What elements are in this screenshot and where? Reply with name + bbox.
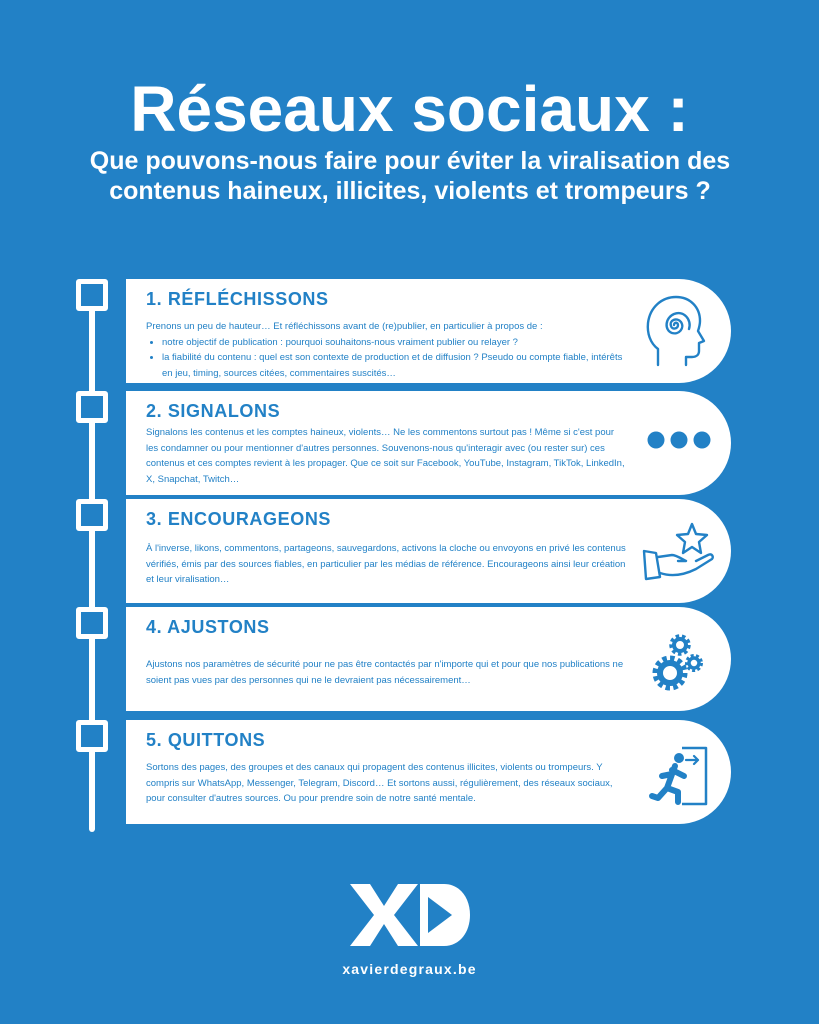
three-dots-icon xyxy=(646,429,712,451)
step-bullet-list xyxy=(146,335,626,382)
step-text xyxy=(146,319,626,381)
gears-icon xyxy=(650,631,706,693)
step-text: Signalons les contenus et les comptes haineux, violents… Ne les commentons surtout pas ! Même si c'est pour les condamner ou pour mentionner d'autres personnes. Souvenons-nous qu'interagir avec (ou rester sur) ces contenus et ces comptes revient à les propager. Que ce soit sur Facebook, YouTube, Instagram, TikTok, LinkedIn, X, Snapchat, Twitch… xyxy=(146,427,625,485)
step-text: Ajustons nos paramètres de sécurité pour ne pas être contactés par n'importe qui et pour que nos publications ne soient pas vues par des personnes qui ne le devraient pas nécessairement… xyxy=(146,659,624,686)
step-card-5 xyxy=(126,720,731,824)
page-title: Réseaux sociaux : xyxy=(130,73,689,145)
exit-door-icon xyxy=(648,746,712,806)
step-text: À l'inverse, likons, commentons, partageons, sauvegardons, activons la cloche ou envoyons en privé les contenus vérifiés, émis par des sources fiables, en particulier par les médias de référence. Encourageons ainsi leur création et leur viralisation… xyxy=(146,543,626,585)
xd-logo-icon xyxy=(348,882,472,948)
hand-star-icon xyxy=(642,521,718,585)
step-bullet: • notre objectif de publication : pourquoi souhaitons-nous vraiment publier ou relayer ? xyxy=(162,335,626,351)
step-title: 3. ENCOURAGEONS xyxy=(146,509,332,529)
step-title: 4. AJUSTONS xyxy=(146,617,270,637)
step-title: 5. QUITTONS xyxy=(146,730,266,750)
step-card-1 xyxy=(126,279,731,383)
timeline-node-5 xyxy=(76,720,108,752)
timeline-node-4 xyxy=(76,607,108,639)
step-intro: Prenons un peu de hauteur… Et réfléchissons avant de (re)publier, en particulier à propos de : xyxy=(146,321,543,332)
step-card-2 xyxy=(126,391,731,495)
site-url: xavierdegraux.be xyxy=(342,961,477,977)
step-card-4 xyxy=(126,607,731,711)
page-subtitle: Que pouvons-nous faire pour éviter la viralisation des contenus haineux, illicites, violents et trompeurs ? xyxy=(89,147,731,205)
step-bullet: • la fiabilité du contenu : quel est son contexte de production et de diffusion ? Pseudo ou compte fiable, intérêts en jeu, timing, sources citées, commentaires suscités… xyxy=(162,350,626,381)
timeline-node-3 xyxy=(76,499,108,531)
timeline-node-1 xyxy=(76,279,108,311)
step-title: 2. SIGNALONS xyxy=(146,401,281,421)
step-card-3 xyxy=(126,499,731,603)
step-text: Sortons des pages, des groupes et des canaux qui propagent des contenus illicites, violents ou trompeurs. Y compris sur WhatsApp, Messenger, Telegram, Discord… Et sortons aussi, régulièrement, des réseaux sociaux, pour consulter d'autres sources. Ou pour prendre soin de notre santé mentale. xyxy=(146,762,613,804)
step-title: 1. RÉFLÉCHISSONS xyxy=(146,289,329,309)
timeline-node-2 xyxy=(76,391,108,423)
head-spiral-icon xyxy=(644,293,706,369)
